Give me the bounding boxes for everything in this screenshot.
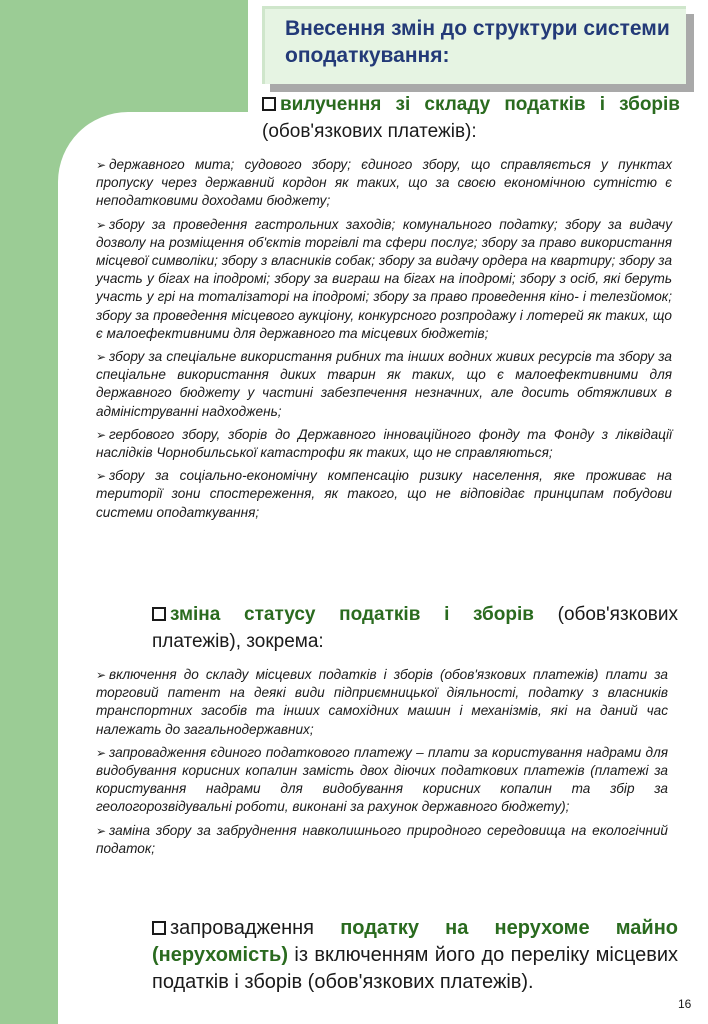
section-heading-lead: запровадження bbox=[170, 917, 341, 939]
arrow-bullet-icon: ➢ bbox=[96, 745, 107, 760]
arrow-bullet-icon: ➢ bbox=[96, 668, 107, 682]
section-heading-removal bbox=[262, 91, 680, 145]
section-heading-green: зміна статусу податків і зборів bbox=[170, 604, 534, 625]
page-title: Внесення змін до структури системи оподаткування: bbox=[285, 17, 670, 67]
list-item: ➢ збору за спеціальне використання рибних та інших водних живих ресурсів та збору за спеціальне використання диких тварин як таких, що є малоефективними для державного бюджету у частині забезпечення незначних, але досить обтяжливих в адмініструванні надходжень; bbox=[96, 349, 672, 419]
section-heading-status-change bbox=[152, 601, 678, 655]
arrow-bullet-icon: ➢ bbox=[96, 823, 107, 838]
section-heading-property-tax bbox=[152, 915, 678, 996]
arrow-bullet-icon: ➢ bbox=[96, 158, 107, 172]
section-heading-rest: (обов'язкових платежів), зокрема: bbox=[152, 604, 678, 652]
list-item: ➢ заміна збору за забруднення навколишнього природного середовища на екологічний податок; bbox=[96, 822, 668, 856]
arrow-bullet-icon: ➢ bbox=[96, 427, 107, 442]
list-item: ➢ включення до складу місцевих податків і зборів (обов'язкових платежів) плати за торговий патент на деякі види підприємницької діяльності, податку з власників транспортних засобів та інших самохідних машин і механізмів, які на даний час належать до загальнодержавних; bbox=[96, 667, 668, 737]
list-item: ➢ запровадження єдиного податкового платежу – плати за користування надрами для видобування корисних копалин замість двох діючих податкових платежів (платежі за користування надрами для видобування корисних копалин та збір за геологорозвідувальні роботи, виконані за рахунок державного бюджету); bbox=[96, 744, 668, 815]
checkbox-icon bbox=[152, 921, 166, 935]
checkbox-icon bbox=[262, 97, 276, 111]
page-number: 16 bbox=[678, 997, 692, 1011]
section-heading-rest: (обов'язкових платежів): bbox=[262, 121, 477, 142]
list-item: ➢ гербового збору, зборів до Державного інноваційного фонду та Фонду з ліквідації наслідків Чорнобильської катастрофи як таких, що не справляються; bbox=[96, 426, 672, 461]
section-heading-green: податку на нерухоме майно (нерухомість) bbox=[152, 917, 679, 966]
arrow-bullet-icon: ➢ bbox=[96, 350, 107, 365]
list-item: ➢ збору за соціально-економічну компенсацію ризику населення, яке проживає на території зони спостереження, як такого, що не відповідає принципам побудови системи оподаткування; bbox=[96, 468, 672, 520]
removal-list bbox=[96, 156, 672, 527]
checkbox-icon bbox=[152, 607, 166, 621]
list-item: ➢ державного мита; судового збору; єдиного збору, що справляється у пунктах пропуску через державний кордон як таких, що за своєю економічною сутністю є неподатковими доходами бюджету; bbox=[96, 157, 672, 209]
title-box bbox=[262, 6, 686, 84]
section-heading-green: вилучення зі складу податків і зборів bbox=[280, 94, 680, 115]
section-heading-rest: із включенням його до переліку місцевих податків і зборів (обов'язкових платежів). bbox=[152, 944, 678, 993]
list-item: ➢ збору за проведення гастрольних заходів; комунального податку; збору за видачу дозволу на розміщення об'єктів торгівлі та сфери послуг; збору за право використання місцевої символіки; збору з власників собак; збору за видачу ордера на квартиру; збору за участь у бігах на іподромі; збору за виграш на бігах на іподромі; збору з осіб, які беруть участь у грі на тоталізаторі на іподромі; збору за право проведення кіно- і телезйомок; збору за проведення місцевого аукціону, конкурсного розпродажу і лотерей як таких, що є малоефективними для державного та місцевих бюджетів; bbox=[96, 216, 672, 341]
status-change-list bbox=[96, 666, 668, 863]
arrow-bullet-icon: ➢ bbox=[96, 469, 107, 484]
arrow-bullet-icon: ➢ bbox=[96, 217, 107, 232]
